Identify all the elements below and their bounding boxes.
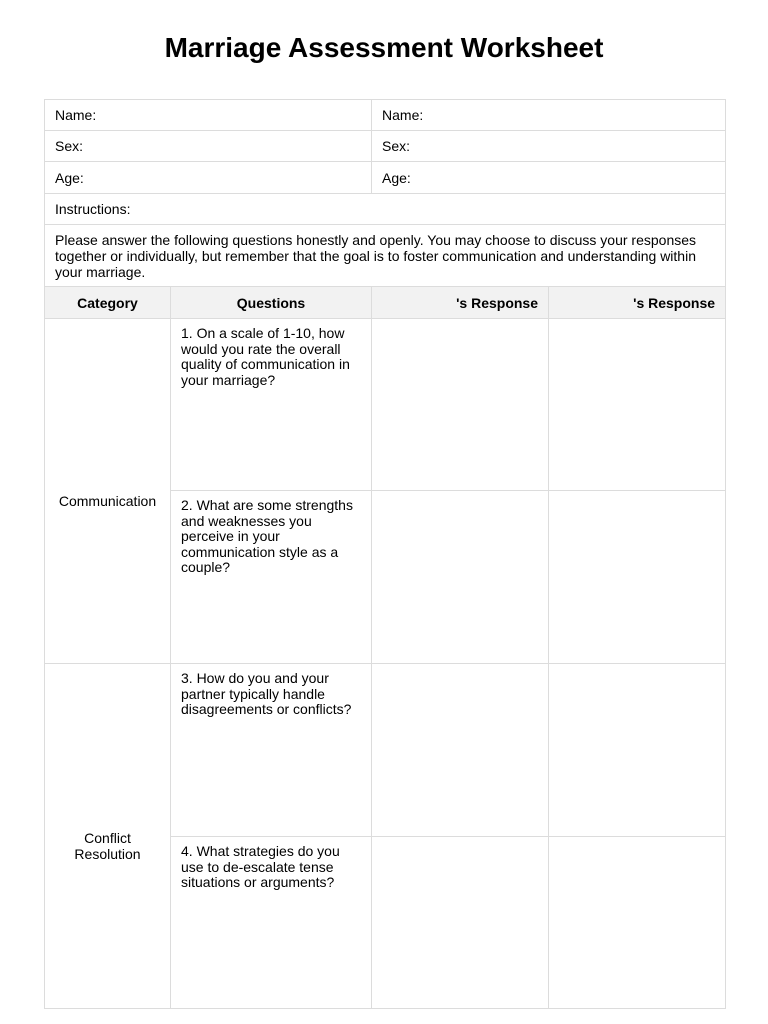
question-3: 3. How do you and your partner typically handle disagreements or conflicts? — [171, 664, 372, 837]
partner1-name-field: Name: — [45, 100, 372, 131]
header-category: Category — [45, 287, 171, 319]
category-conflict-resolution: Conflict Resolution — [45, 664, 171, 1009]
partner2-response-cell — [549, 491, 726, 664]
partner2-age-field: Age: — [372, 162, 726, 194]
partner1-response-cell — [372, 319, 549, 491]
partner1-response-cell — [372, 837, 549, 1009]
table-header-row — [45, 287, 726, 319]
instructions-label-row — [45, 194, 726, 225]
partner2-response-cell — [549, 664, 726, 837]
table-row — [45, 664, 726, 837]
question-4: 4. What strategies do you use to de-escalate tense situations or arguments? — [171, 837, 372, 1009]
worksheet-table — [44, 99, 726, 1009]
instructions-label: Instructions: — [45, 194, 726, 225]
partner1-response-cell — [372, 491, 549, 664]
partner1-response-cell — [372, 664, 549, 837]
table-row — [45, 319, 726, 491]
header-questions: Questions — [171, 287, 372, 319]
category-communication: Communication — [45, 319, 171, 664]
partner2-response-cell — [549, 319, 726, 491]
partner1-sex-field: Sex: — [45, 131, 372, 162]
partner2-response-cell — [549, 837, 726, 1009]
question-2: 2. What are some strengths and weaknesses you perceive in your communication style as a couple? — [171, 491, 372, 664]
partner2-name-field: Name: — [372, 100, 726, 131]
partner1-age-field: Age: — [45, 162, 372, 194]
name-row — [45, 100, 726, 131]
age-row — [45, 162, 726, 194]
question-1: 1. On a scale of 1-10, how would you rate the overall quality of communication in your marriage? — [171, 319, 372, 491]
partner2-sex-field: Sex: — [372, 131, 726, 162]
page-title: Marriage Assessment Worksheet — [164, 32, 604, 63]
instructions-text: Please answer the following questions honestly and openly. You may choose to discuss your responses together or individually, but remember that the goal is to foster communication and understanding within your marriage. — [45, 225, 726, 287]
instructions-text-row — [45, 225, 726, 287]
header-partner1-response: 's Response — [372, 287, 549, 319]
header-partner2-response: 's Response — [549, 287, 726, 319]
sex-row — [45, 131, 726, 162]
